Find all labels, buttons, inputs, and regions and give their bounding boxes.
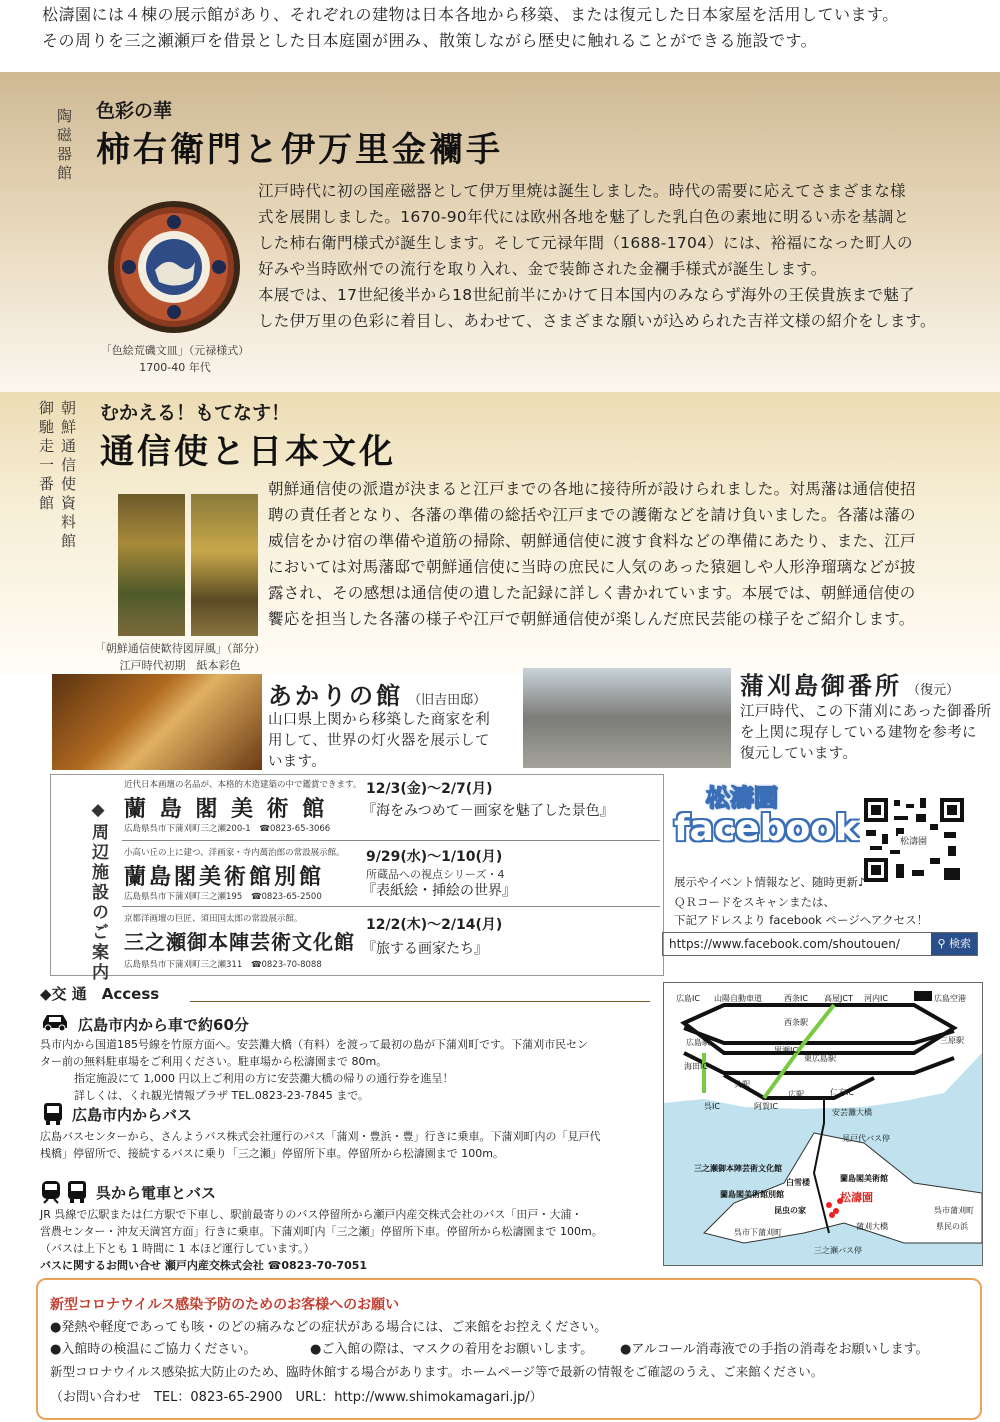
- map-label: 海田IC: [684, 1062, 708, 1071]
- section-kicker: 色彩の華: [96, 100, 173, 122]
- gobansho-sub: （復元）: [907, 683, 960, 698]
- venue-exhibit: 『表紙絵・挿絵の世界』: [362, 883, 516, 899]
- map-label: 山陽自動車道: [714, 994, 762, 1003]
- map-label: 松濤園: [840, 1191, 873, 1204]
- section-kicker: むかえる！もてなす！: [100, 402, 291, 424]
- venue-date: 9/29(水)～1/10(月): [366, 849, 503, 865]
- body-line: 式を展開しました。1670-90年代には欧州各地を魅了した乳白色の素地に明るい赤を基調と: [258, 208, 910, 226]
- map-label: 蘭島閣美術館別館: [720, 1190, 784, 1199]
- map-label: 蒲刈大橋: [856, 1222, 888, 1231]
- intro-line: 松濤園には４棟の展示館があり、それぞれの建物は日本各地から移築、または復元した日本家屋を活用しています。: [42, 5, 899, 24]
- train-text: [40, 1206, 665, 1274]
- body-line: 江戸時代、この下蒲刈にあった御番所: [740, 704, 992, 720]
- map-label: 東広島駅: [804, 1054, 836, 1063]
- search-button[interactable]: [931, 933, 977, 955]
- akari-photo: [52, 674, 262, 770]
- address: 広島県呉市下蒲刈町三之瀬195: [124, 892, 243, 902]
- facebook-box: [662, 778, 984, 974]
- nearby-label: ◆周辺施設のご案内: [88, 800, 108, 983]
- akari-sub: （旧吉田邸）: [408, 693, 487, 708]
- facebook-url-bar[interactable]: [662, 932, 978, 956]
- address: 広島県呉市下蒲刈町三之瀬200-1: [124, 824, 251, 834]
- akari-heading: [268, 676, 486, 711]
- map-label: 呉駅: [734, 1080, 750, 1089]
- address: 広島県呉市下蒲刈町三之瀬311: [124, 960, 243, 970]
- intro-line: その周りを三之瀬瀬戸を借景とした日本庭園が囲み、散策しながら歴史に触れることができる施設です。: [42, 31, 818, 50]
- bus-text: [40, 1128, 660, 1162]
- text-line: 詳しくは、くれ観光情報プラザ TEL.0823-23-7845 まで。: [74, 1089, 369, 1102]
- screen-caption: [60, 640, 300, 674]
- text-line: （バスは上下とも 1 時間に 1 本ほど運行しています。）: [40, 1242, 315, 1255]
- intro-text: [42, 2, 972, 54]
- venue-card: [122, 844, 658, 904]
- hall-label: 陶磁器館: [55, 108, 73, 184]
- map-label: 三之瀬御本陣芸術文化館: [694, 1164, 782, 1173]
- map-label: 西条駅: [784, 1018, 808, 1027]
- map-label: 呉IC: [704, 1102, 720, 1111]
- map-label: 呉市蒲刈町: [934, 1206, 974, 1215]
- body-line: います。: [268, 754, 327, 770]
- bus-icon: [42, 1102, 64, 1126]
- text-line: 広島バスセンターから、さんようバス株式会社運行のバス「蒲刈・豊浜・豊」行きに乗車。下蒲刈町内の「見戸代: [40, 1130, 601, 1143]
- text-line: JR 呉線で広駅または仁方駅で下車し、駅前最寄りのバス停留所から瀬戸内産交株式会社のバス「田戸・大浦・: [40, 1208, 583, 1221]
- body-line: においては対馬藩邸で朝鮮通信使に当時の庶民に人気のあった猿廻しや人形浄瑠璃などが披: [268, 558, 916, 576]
- access-rule: [190, 1001, 650, 1002]
- gobansho-photo: [523, 668, 731, 768]
- caption-line: 1700-40 年代: [139, 361, 211, 374]
- body-line: 露され、その感想は通信使の遺した記録に詳しく書かれています。本展では、朝鮮通信使の: [268, 584, 916, 602]
- facebook-line1: 展示やイベント情報など、随時更新♪: [674, 875, 866, 889]
- venue-name: 三之瀬御本陣芸術文化館: [124, 930, 355, 954]
- hall-label: 朝鮮通信使資料館: [59, 400, 77, 552]
- map-label: 三之瀬バス停: [814, 1246, 862, 1255]
- map-label: 河内IC: [864, 994, 888, 1003]
- gobansho-heading: [740, 666, 959, 701]
- body-line: した柿右衛門様式が誕生します。そして元禄年間（1688-1704）には、裕福になった町人の: [258, 234, 913, 252]
- gobansho-body: [740, 702, 998, 765]
- facebook-title-en: facebook: [674, 808, 859, 849]
- map-label: 呉市下蒲刈町: [734, 1228, 782, 1237]
- body-line: 復元しています。: [740, 746, 858, 762]
- venue-exhibit: 『旅する画家たち』: [362, 941, 488, 957]
- venue-note: 小高い丘の上に建つ、洋画家・寺内萬治郎の常設展示館。: [124, 848, 345, 858]
- body-line: 聘の責任者となり、各藩の準備の総括や江戸までの護衛などを請け負いました。各藩は藩の: [268, 506, 916, 524]
- text-line: 指定施設にて 1,000 円以上ご利用の方に安芸灘大橋の帰りの通行券を進呈！: [74, 1072, 454, 1085]
- facebook-url[interactable]: https://www.facebook.com/shoutouen/: [669, 937, 900, 951]
- venue-series: 所蔵品への視点シリーズ・4: [366, 868, 505, 881]
- map-label: 白雪楼: [786, 1178, 810, 1187]
- screen-painting: [118, 494, 258, 636]
- qr-label: 松濤園: [898, 834, 929, 847]
- bus-title: 広島市内からバス: [72, 1106, 193, 1124]
- body-line: 用して、世界の灯火器を展示して: [268, 733, 490, 749]
- venue-name: 蘭 島 閣 美 術 館: [124, 796, 328, 822]
- car-text: [40, 1036, 660, 1104]
- corona-title: 新型コロナウイルス感染予防のためのお客様へのお願い: [50, 1297, 400, 1313]
- section-title: 通信使と日本文化: [100, 432, 396, 472]
- tsushinshi-body: [268, 476, 990, 632]
- map-label: 西条IC: [784, 994, 808, 1003]
- corona-line: ●ご入館の際は、マスクの着用をお願いします。: [310, 1342, 594, 1357]
- body-line: 本展では、17世紀後半から18世紀前半にかけて日本国内のみならず海外の王侯貴族まで魅了: [258, 286, 915, 304]
- text-line: 桟橋」停留所で、接続するバスに乗り「三之瀬」停留所下車。停留所から松濤園まで 100m。: [40, 1147, 504, 1160]
- body-line: 朝鮮通信使の派遣が決まると江戸までの各地に接待所が設けられました。対馬藩は通信使招: [268, 480, 916, 498]
- body-line: を上関に現存している建物を参考に: [740, 725, 977, 741]
- map-label: 広島IC: [676, 994, 700, 1003]
- tel: ☎0823-65-3066: [259, 824, 331, 834]
- text-line: ター前の無料駐車場をご利用ください。駐車場から松濤園まで 80m。: [40, 1055, 388, 1068]
- tel: ☎0823-65-2500: [250, 892, 322, 902]
- map-label: 仁方IC: [830, 1088, 854, 1097]
- caption-line: 「色絵荒磯文皿」（元禄様式）: [100, 344, 250, 357]
- corona-line: 新型コロナウイルス感染拡大防止のため、臨時休館する場合があります。ホームページ等で最新の情報をご確認のうえ、ご来館ください。: [50, 1364, 824, 1379]
- venue-address: [124, 958, 322, 970]
- car-title: 広島市内から車で約60分: [78, 1016, 249, 1034]
- body-line: 威信をかけ宿の準備や道筋の掃除、朝鮮通信使に渡す食料などの準備にあたり、また、江戸: [268, 532, 916, 550]
- divider: [122, 840, 660, 841]
- akari-body: [268, 710, 518, 773]
- venue-exhibit: 『海をみつめて－画家を魅了した景色』: [362, 803, 614, 819]
- corona-contact: （お問い合わせ TEL：0823-65-2900 URL：http://www.shimokamagari.jp/）: [50, 1390, 543, 1405]
- body-line: 山口県上関から移築した商家を利: [268, 712, 490, 728]
- venue-address: [124, 822, 330, 834]
- train-icon: [40, 1180, 62, 1204]
- venue-date: 12/3(金)～2/7(月): [366, 781, 493, 797]
- gobansho-title: 蒲刈島御番所: [740, 671, 902, 700]
- map-label: 黒瀬IC: [774, 1046, 798, 1055]
- facebook-title-jp: 松濤園: [706, 784, 778, 812]
- access-map: [663, 982, 983, 1266]
- facebook-line3: 下記アドレスより facebook ページへアクセス！: [674, 913, 929, 927]
- body-line: した伊万里の色彩に着目し、あわせて、さまざまな願いが込められた吉祥文様の紹介をします。: [258, 312, 936, 330]
- car-icon: [40, 1012, 70, 1032]
- caption-line: 「朝鮮通信使歓待図屏風」（部分）: [94, 642, 266, 655]
- screen-panel: [191, 494, 258, 636]
- body-line: 好みや当時欧州での流行を取り入れ、金で装飾された金襴手様式が誕生します。: [258, 260, 827, 278]
- map-label: 蘭島閣美術館: [840, 1174, 888, 1183]
- train-title: 呉から電車とバス: [96, 1184, 217, 1202]
- venue-card: [122, 910, 658, 970]
- map-label: 広島駅: [686, 1038, 710, 1047]
- map-label: 広駅: [788, 1090, 804, 1099]
- access-header: ◆交 通 Access: [40, 985, 160, 1003]
- plate-caption: [70, 342, 280, 376]
- section-title: 柿右衛門と伊万里金襴手: [96, 130, 503, 170]
- tel: ☎0823-70-8088: [250, 960, 322, 970]
- map-label: 阿賀IC: [754, 1102, 778, 1111]
- map-label: 三原駅: [940, 1036, 964, 1045]
- venue-address: [124, 890, 322, 902]
- corona-line: ●発熱や軽度であっても咳・のどの痛みなどの症状がある場合には、ご来館をお控えください。: [50, 1320, 608, 1335]
- akari-title: あかりの館: [268, 681, 403, 710]
- facebook-line2: ＱＲコードをスキャンまたは、: [674, 895, 835, 909]
- map-label: 高屋JCT: [824, 994, 853, 1003]
- map-label: 広島空港: [934, 994, 966, 1003]
- map-label: 県民の浜: [936, 1222, 968, 1231]
- map-label: 安芸灘大橋: [832, 1108, 872, 1117]
- map-label: 見戸代バス停: [842, 1134, 890, 1143]
- corona-line: ●アルコール消毒液での手指の消毒をお願いします。: [620, 1342, 929, 1357]
- plate-image: [107, 200, 241, 334]
- search-label: 検索: [949, 937, 971, 950]
- ceramics-body: [258, 178, 988, 334]
- venue-name: 蘭島閣美術館別館: [124, 864, 325, 890]
- text-line: バスに関するお問い合せ 瀬戸内産交株式会社 ☎0823-70-7051: [40, 1259, 368, 1272]
- text-line: 呉市内から国道185号線を竹原方面へ。安芸灘大橋（有料）を渡って最初の島が下蒲刈町です。下蒲刈市民セン: [40, 1038, 589, 1051]
- screen-panel: [118, 494, 185, 636]
- text-line: 営農センター・沖友天満宮方面」行きに乗車。下蒲刈町内「三之瀬」停留所下車。停留所から松濤園まで 100m。: [40, 1225, 603, 1238]
- map-label: 昆虫の家: [774, 1206, 806, 1215]
- venue-note: 京都洋画壇の巨匠、須田国太郎の常設展示館。: [124, 914, 303, 924]
- corona-line: ●入館時の検温にご協力ください。: [50, 1342, 257, 1357]
- venue-card: [122, 776, 658, 836]
- caption-line: 江戸時代初期 紙本彩色: [119, 659, 241, 672]
- search-icon: ⚲: [937, 937, 946, 950]
- hall-label: 御馳走一番館: [37, 400, 55, 514]
- map-graphic: [664, 983, 982, 1265]
- bus-icon: [66, 1180, 88, 1204]
- body-line: 饗応を担当した各藩の様子や江戸で朝鮮通信使が楽しんだ庶民芸能の様子をご紹介します。: [268, 610, 915, 628]
- venue-note: 近代日本画壇の名品が、本格的木造建築の中で鑑賞できます。: [124, 780, 362, 790]
- venue-date: 12/2(木)～2/14(月): [366, 917, 503, 933]
- divider: [122, 906, 660, 907]
- body-line: 江戸時代に初の国産磁器として伊万里焼は誕生しました。時代の需要に応えてさまざまな様: [258, 182, 906, 200]
